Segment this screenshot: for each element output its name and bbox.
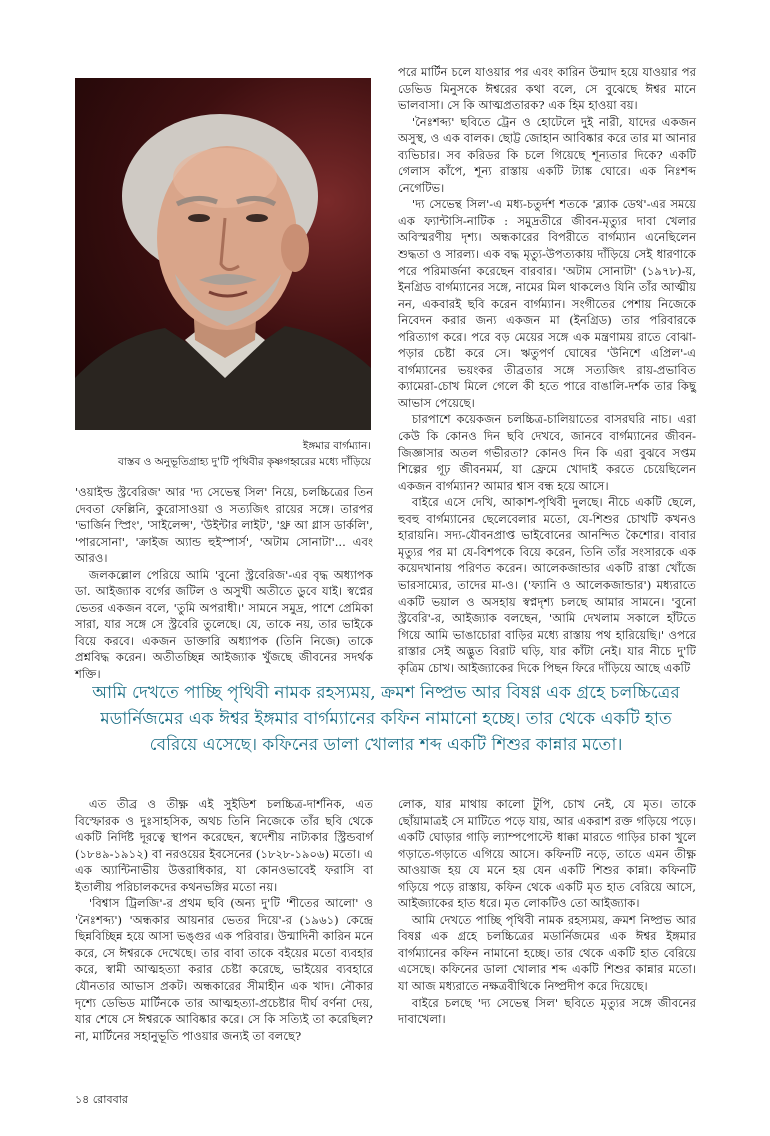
page-footer [75,1093,128,1107]
paragraph: 'ওয়াইল্ড স্ট্রবেরিজ' আর 'দ্য সেভেন্থ সিল' নিয়ে, চলচ্চিত্রের তিন দেবতা ফেল্লিনি, কুরোসাওয়া ও সত্যজিৎ রায়ের সঙ্গে। তারপর 'ভার্জিন স্প্রিং', 'সাইলেন্স', 'উইন্টার লাইট', 'থ্রু আ গ্লাস ডার্কলি', 'পারসোনা', 'ক্রাইজ অ্যান্ড হুইস্পার্স', 'অটাম সোনাটা'... এবং আরও। [75,485,373,566]
portrait-illustration [75,78,371,430]
article-column-top-right [398,64,696,675]
section-name: রোববার [92,1093,128,1106]
paragraph: বাইরে চলছে 'দ্য সেভেন্থ সিল' ছবিতে মৃত্যুর সঙ্গে জীবনের দাবাখেলা। [398,995,696,1027]
photo-caption [71,438,371,470]
paragraph: 'নৈঃশব্দ্য' ছবিতে ট্রেন ও হোটেলে দুই নারী, যাদের একজন অসুস্থ, ও এক বালক। ছোট্ট জোহান আবিষ্কার করে তার মা আনার ব্যভিচার। সব করিডর কি চলে গিয়েছে শূন্যতার দিকে? একটি গেলাস কাঁপে, শূন্য রাস্তায় একটি ট্যাঙ্ক ঘোরে। এক নিঃশব্দ নেগেটিভ। [398,114,696,195]
paragraph: বাইরে এসে দেখি, আকাশ-পৃথিবী দুলছে। নীচে একটি ছেলে, হুবহু বার্গম্যানের ছেলেবেলার মতো, যে-শিশুর চোখটি কখনও হারায়নি। সদ্য-যৌবনপ্রাপ্ত ভাইবোনের আনন্দিত কৈশোর। বাবার মৃত্যুর পর মা যে-বিশপকে বিয়ে করেন, তিনি তাঁর সংসারকে এক কয়েদখানায় পরিণত করেন। আলেকজান্ডার একটি রাস্তা খোঁজে ভারসাম্যের, তাদের মা-ও। ('ফ্যানি ও আলেকজান্ডার') মধ্যরাতে একটি ভয়াল ও অসহায় স্বপ্নদৃশ্য চলছে আমার সামনে। 'বুনো স্ট্রবেরি'-র, আইজ্যাক বলছেন, 'আমি দেখলাম সকালে হাঁটতে গিয়ে আমি ভাঙাচোরা বাড়ির মধ্যে রাস্তায় পথ হারিয়েছি।' ওপরে রাস্তার সেই অদ্ভুত বিরাট ঘড়ি, যার কাঁটা নেই। যার নীচে দু'টি কৃত্রিম চোখ। আইজ্যাকের দিকে পিছন ফিরে দাঁড়িয়ে আছে একটি [398,495,696,675]
article-column-bottom-right [398,796,696,1076]
portrait-photo [75,78,371,430]
caption-name: ইঙ্গমার বার্গম্যান। [302,440,371,452]
paragraph: জলকল্লোল পেরিয়ে আমি 'বুনো স্ট্রবেরিজ'-এর বৃদ্ধ অধ্যাপক ডা. আইজ্যাক বর্গের জটিল ও অসুখী অতীতে ডুবে যাই। স্বপ্নের ভেতর একজন বলে, 'তুমি অপরাধী।' সামনে সমুদ্র, পাশে প্রেমিকা সারা, যার সঙ্গে সে স্ট্রবেরি তুলেছে। যে, তাকে নয়, তার ভাইকে বিয়ে করবে। একজন ডাক্তারি অধ্যাপক (তিনি নিজে) তাকে প্রশ্নবিদ্ধ করেন। অতীতচ্ছিন্ন আইজ্যাক খুঁজছে জীবনের সদর্থক শক্তি। [75,567,373,682]
article-column-bottom-left [75,796,373,1101]
eye-right [246,214,268,222]
paragraph: লোক, যার মাথায় কালো টুপি, চোখ নেই, যে মৃত। তাকে ছোঁয়ামাত্রই সে মাটিতে পড়ে যায়, আর একরাশ রক্ত গড়িয়ে পড়ে। একটি ঘোড়ার গাড়ি ল্যাম্পপোস্টে ধাক্কা মারতে গাড়ির চাকা খুলে গড়াতে-গড়াতে এগিয়ে আসে। কফিনটি নড়ে, তাতে এমন তীক্ষ্ণ আওয়াজ হয় যে মনে হয় যেন একটি শিশুর কান্না। কফিনটি গড়িয়ে পড়ে রাস্তায়, কফিন থেকে একটি মৃত হাত বেরিয়ে আসে, আইজ্যাকের হাত ধরে। মৃত লোকটিও তো আইজ্যাক। [398,797,696,911]
pull-quote: আমি দেখতে পাচ্ছি পৃথিবী নামক রহস্যময়, ক্রমশ নিষ্প্রভ আর বিষণ্ণ এক গ্রহে চলচ্চিত্রের মডার্নিজমের এক ঈশ্বর ইঙ্গমার বার্গম্যানের কফিন নামানো হচ্ছে। তার থেকে একটি হাত বেরিয়ে এসেছে। কফিনের ডালা খোলার শব্দ একটি শিশুর কান্নার মতো। [92,683,680,756]
paragraph: 'বিশ্বাস ট্রিলজি'-র প্রথম ছবি (অন্য দু'টি 'শীতের আলো' ও 'নৈঃশব্দ্য') 'অন্ধকার আয়নার ভেতর দিয়ে'-র (১৯৬১) কেন্দ্রে ছিন্নবিচ্ছিন্ন হয়ে আসা ভঙ্গুর এক পরিবার। উন্মাদিনী কারিন মনে করে, সে ঈশ্বরকে দেখেছে। তার বাবা তাকে বইয়ের মতো ব্যবহার করে, স্বামী আত্মহত্যা করার চেষ্টা করেছে, ভাইয়ের ব্যবহারে যৌনতার আভাস প্রকট। অন্ধকারের সীমাহীন এক খাদ। নৌকার দৃশ্যে ডেভিড মার্টিনকে তার আত্মহত্যা-প্রচেষ্টার দীর্ঘ বর্ণনা দেয়, যার শেষে সে ঈশ্বরকে আবিষ্কার করে। সে কি সত্যিই তা করেছিল? না, মার্টিনের সহানুভূতি পাওয়ার জন্যই তা বলছে? [75,896,373,1043]
caption-description: বাস্তব ও অনুভূতিগ্রাহ্য দু'টি পৃথিবীর কৃষ্ণগহ্বরের মধ্যে দাঁড়িয়ে [118,456,371,468]
ear-shape [281,224,309,272]
paragraph: চারপাশে কয়েকজন চলচ্চিত্র-চালিয়াতের বাসরঘরি নাচ। এরা কেউ কি কোনও দিন ছবি দেখবে, জানবে বার্গম্যানের জীবন-জিজ্ঞাসার অতল গভীরতা? কোনও দিন কি এরা বুঝবে সপ্তম শিল্পের গূঢ় জীবনমর্ম, যা ফ্রেমে খোদাই করতে চেয়েছিলেন একজন বার্গম্যান? আমার শ্বাস বন্ধ হয়ে আসে। [398,412,696,493]
page-number: ১৪ [75,1093,90,1106]
paragraph: পরে মার্টিন চলে যাওয়ার পর এবং কারিন উন্মাদ হয়ে যাওয়ার পর ডেভিড মিনুসকে ঈশ্বরের কথা বলে, সে বুঝেছে ঈশ্বর মানে ভালবাসা। সে কি আত্মপ্রতারক? এক হিম হাওয়া বয়। [398,65,696,113]
paragraph: এত তীব্র ও তীক্ষ্ণ এই সুইডিশ চলচ্চিত্র-দার্শনিক, এত বিস্ফোরক ও দুঃসাহসিক, অথচ তিনি নিজেকে তাঁর ছবি থেকে একটি নির্দিষ্ট দূরত্বে স্থাপন করেছেন, স্বদেশীয় নাট্যকার স্ট্রিন্ডবার্গ (১৮৪৯-১৯১২) বা নরওয়ের ইবসেনের (১৮২৮-১৯০৬) মতো। এ এক অ্যান্টিনাভীয় উত্তরাধিকার, যা কোনওভাবেই ফরাসি বা ইতালীয় পরিচালকদের কথনভঙ্গির মতো নয়। [75,797,373,894]
paragraph: 'দ্য সেভেন্থ সিল'-এ মধ্য-চতুর্দশ শতকে 'ব্ল্যাক ডেথ'-এর সময়ে এক ফ্যান্টাসি-নাটিক : সমুদ্রতীরে জীবন-মৃত্যুর দাবা খেলার অবিস্মরণীয় দৃশ্য। অন্ধকারের বিপরীতে বার্গম্যান এনেছিলেন শুদ্ধতা ও সারল্য। এক বদ্ধ মৃত্যু-উপত্যকায় দাঁড়িয়ে সেই ধারণাকে পরে পরিমার্জনা করেছেন বারবার। 'অটাম সোনাটা' (১৯৭৮)-য়, ইনগ্রিড বার্গম্যানের সঙ্গে, নামের মিল থাকলেও যিনি তাঁর আত্মীয় নন, একবারই ছবি করেন বার্গম্যান। সংগীতের পেশায় নিজেকে নিবেদন করার জন্য একজন মা (ইনগ্রিড) তার পরিবারকে পরিত্যাগ করে। পরে বড় মেয়ের সঙ্গে এক মন্ত্রণাময় রাতে বোঝা-পড়ার চেষ্টা করে সে। ঋতুপর্ণ ঘোষের 'উনিশে এপ্রিল'-এ বার্গম্যানের ভয়ংকর তীব্রতার সঙ্গে সত্যজিৎ রায়-প্রভাবিত ক্যামেরা-চোখ মিলে গেলে কী হতে পারে বাঙালি-দর্শক তার কিছু আভাস পেয়েছে। [398,197,696,410]
paragraph: আমি দেখতে পাচ্ছি পৃথিবী নামক রহস্যময়, ক্রমশ নিষ্প্রভ আর বিষণ্ণ এক গ্রহে চলচ্চিত্রের মডার্নিজমের এক ঈশ্বর ইঙ্গমার বার্গম্যানের কফিন নামানো হচ্ছে। তার থেকে একটি হাত বেরিয়ে এসেছে। কফিনের ডালা খোলার শব্দ একটি শিশুর কান্নার মতো। যা আজ মধ্যরাতে নক্ষত্রবীথিকে নিষ্প্রদীপ করে দিয়েছে। [398,912,696,994]
article-column-mid-left [75,484,373,682]
eye-left [188,214,210,222]
